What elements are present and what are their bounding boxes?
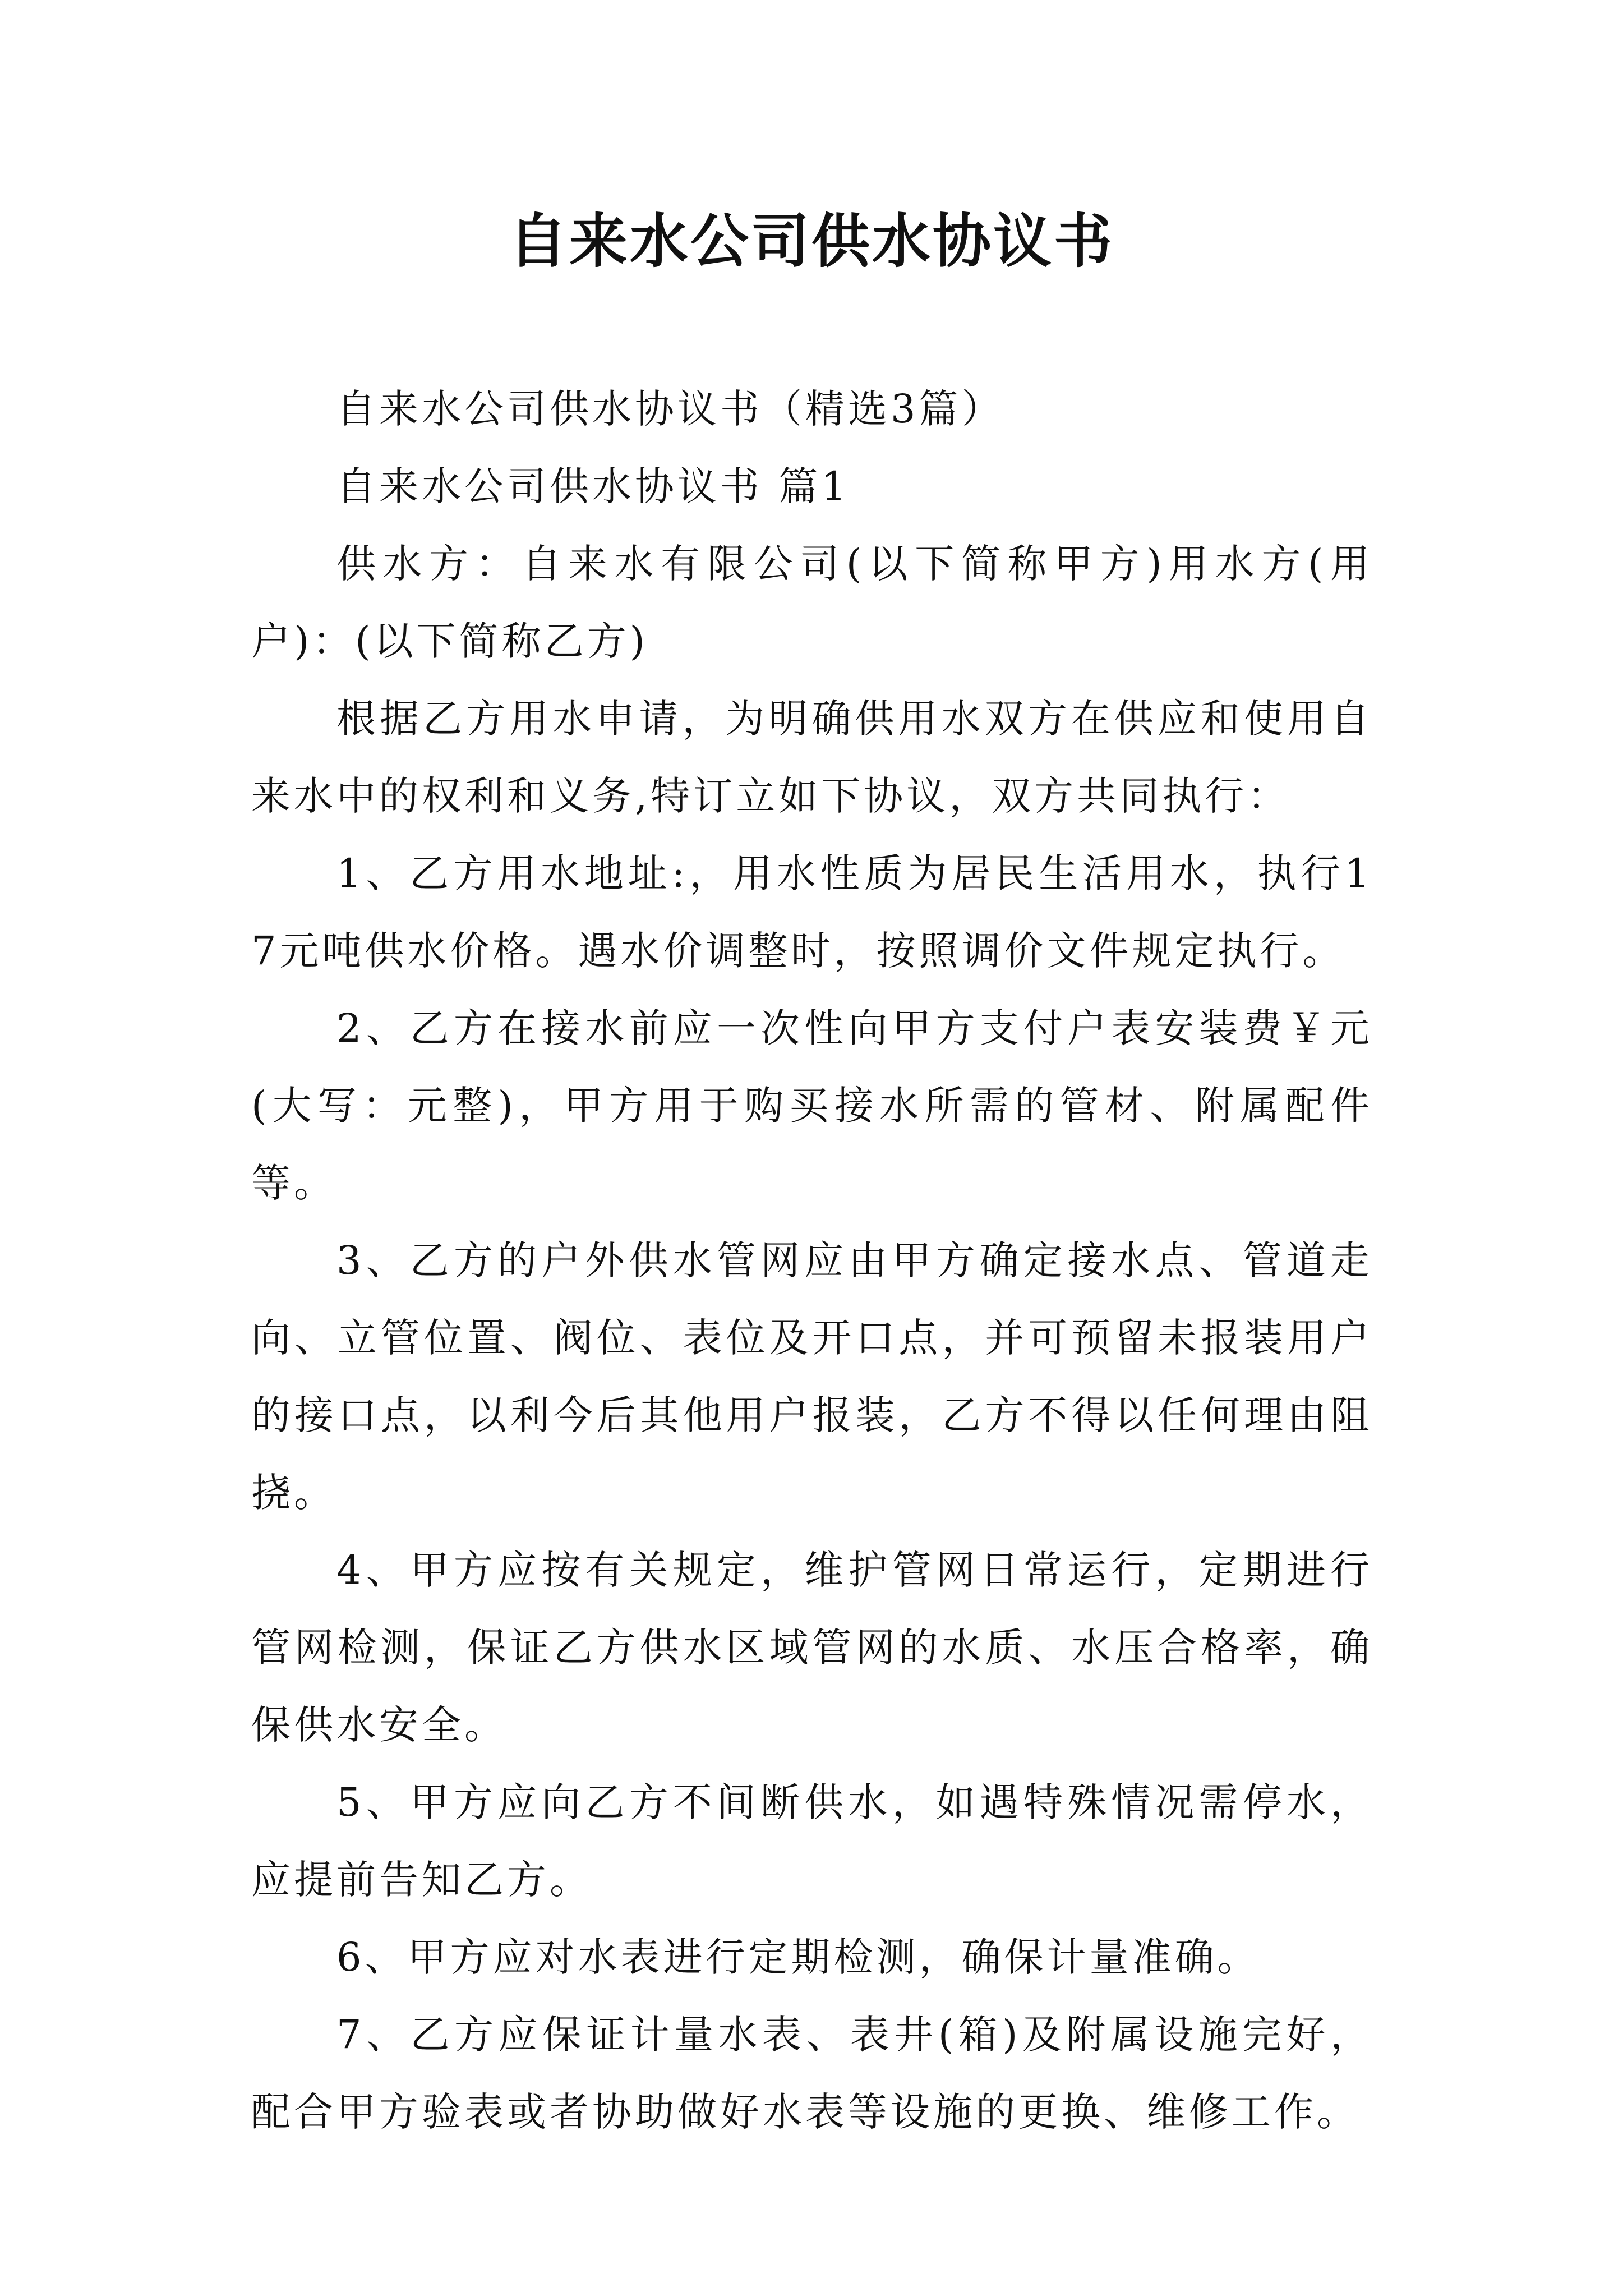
- paragraph-clause-7: 7、乙方应保证计量水表、表井(箱)及附属设施完好，配合甲方验表或者协助做好水表等设施的更换、维修工作。: [251, 2012, 1373, 2135]
- paragraph-clause-1: 1、乙方用水地址:，用水性质为居民生活用水，执行17元吨供水价格。遇水价调整时，按照调价文件规定执行。: [251, 850, 1373, 974]
- paragraph-clause-4: 4、甲方应按有关规定，维护管网日常运行，定期进行管网检测，保证乙方供水区域管网的水质、水压合格率，确保供水安全。: [251, 1547, 1373, 1748]
- document-body: [251, 370, 1373, 2151]
- paragraph-subtitle: 自来水公司供水协议书（精选3篇）: [336, 386, 1004, 432]
- paragraph-clause-2: 2、乙方在接水前应一次性向甲方支付户表安装费￥元(大写：元整)，甲方用于购买接水所需的管材、附属配件等。: [251, 1005, 1373, 1206]
- paragraph-section-heading: 自来水公司供水协议书 篇1: [336, 463, 850, 509]
- document-title: 自来水公司供水协议书: [508, 206, 1114, 275]
- paragraph-preamble: 根据乙方用水申请，为明确供用水双方在供应和使用自来水中的权利和义务,特订立如下协议，双方共同执行：: [251, 696, 1373, 819]
- paragraph-clause-6: 6、甲方应对水表进行定期检测，确保计量准确。: [336, 1934, 1260, 1980]
- paragraph-clause-3: 3、乙方的户外供水管网应由甲方确定接水点、管道走向、立管位置、阀位、表位及开口点，并可预留未报装用户的接口点，以利今后其他用户报装，乙方不得以任何理由阻挠。: [251, 1237, 1373, 1516]
- paragraph-parties: 供水方：自来水有限公司(以下简称甲方)用水方(用户)：(以下简称乙方): [251, 541, 1373, 664]
- paragraph-clause-5: 5、甲方应向乙方不间断供水，如遇特殊情况需停水，应提前告知乙方。: [251, 1779, 1373, 1903]
